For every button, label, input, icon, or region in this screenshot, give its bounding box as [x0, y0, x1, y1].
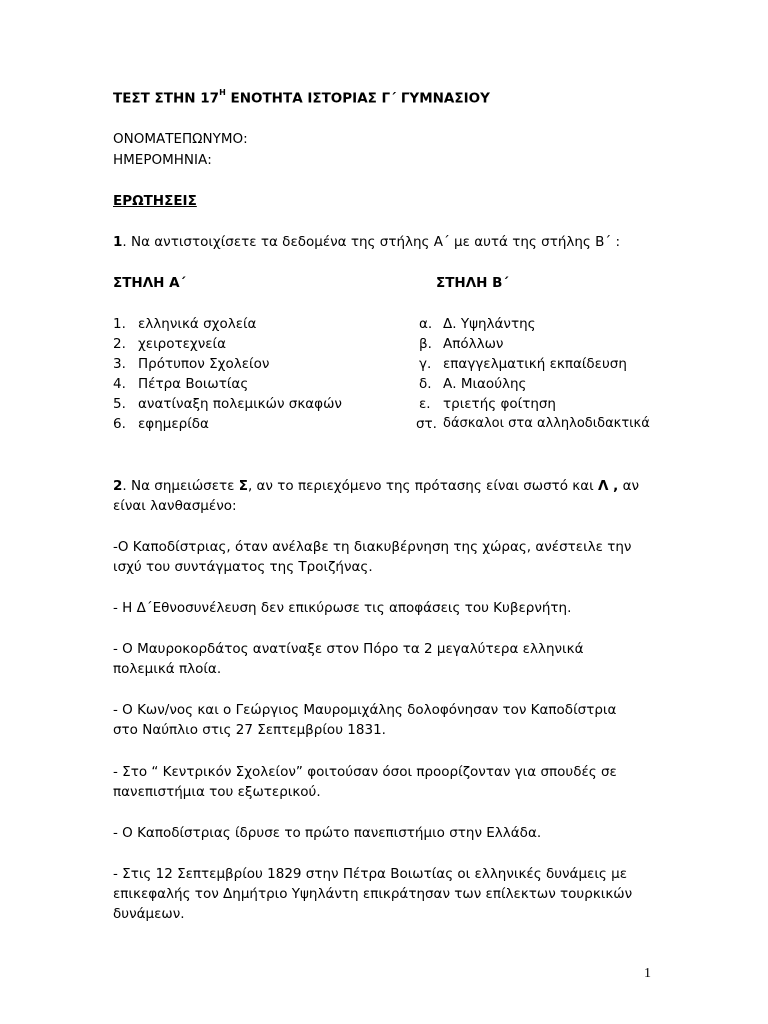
false-mark: Λ ,: [598, 478, 619, 494]
statement-line: στο Ναύπλιο στις 27 Σεπτεμβρίου 1831.: [113, 722, 386, 738]
item-number: 3.: [113, 356, 126, 372]
true-mark: Σ: [238, 478, 248, 494]
item-text: ανατίναξη πολεμικών σκαφών: [138, 396, 342, 412]
statement-line: - Στο “ Κεντρικόν Σχολείον” φοιτούσαν όσοι προορίζονταν για σπουδές σε: [113, 764, 617, 780]
q1-prompt: [113, 234, 620, 250]
item-text: εφημερίδα: [138, 416, 209, 432]
statement-line: επικεφαλής τον Δημήτριο Υψηλάντη επικράτησαν των επίλεκτων τουρκικών: [113, 886, 633, 902]
item-text: Πρότυπον Σχολείον: [138, 356, 270, 372]
item-letter: α.: [419, 316, 433, 332]
q2-prompt-part: . Να σημειώσετε: [122, 478, 239, 494]
title-main: ΤΕΣΤ ΣΤΗΝ 17: [113, 90, 220, 107]
name-field-label: ΟΝΟΜΑΤΕΠΩΝΥΜΟ:: [113, 131, 248, 147]
item-text: δάσκαλοι στα αλληλοδιδακτικά: [443, 416, 650, 431]
q2-prompt-part: αν: [618, 478, 640, 494]
statement-line: ισχύ του συντάγματος της Τροιζήνας.: [113, 559, 373, 575]
item-number: 6.: [113, 416, 126, 432]
statement-line: δυνάμεων.: [113, 906, 185, 922]
item-number: 5.: [113, 396, 126, 412]
q1-number: 1: [113, 234, 123, 250]
statement-line: πανεπιστήμια του εξωτερικού.: [113, 784, 321, 800]
item-text: επαγγελματική εκπαίδευση: [443, 356, 627, 372]
q2-prompt-line2: είναι λανθασμένο:: [113, 498, 237, 514]
statement-line: - Ο Μαυροκορδάτος ανατίναξε στον Πόρο τα 2 μεγαλύτερα ελληνικά: [113, 641, 584, 657]
item-letter: ε.: [419, 396, 431, 412]
column-b-header: ΣΤΗΛΗ Β΄: [436, 275, 509, 291]
item-number: 2.: [113, 336, 126, 352]
q2-number: 2: [113, 478, 123, 494]
statement-line: -Ο Καποδίστριας, όταν ανέλαβε τη διακυβέρνηση της χώρας, ανέστειλε την: [113, 539, 632, 555]
test-title: [113, 90, 490, 107]
statement-line: - Στις 12 Σεπτεμβρίου 1829 στην Πέτρα Βοιωτίας οι ελληνικές δυνάμεις με: [113, 866, 628, 882]
item-text: τριετής φοίτηση: [443, 396, 556, 412]
q2-prompt-part: , αν το περιεχόμενο της πρότασης είναι σωστό και: [247, 478, 599, 494]
title-rest: ΕΝΟΤΗΤΑ ΙΣΤΟΡΙΑΣ Γ΄ ΓΥΜΝΑΣΙΟΥ: [225, 90, 490, 107]
item-text: Πέτρα Βοιωτίας: [138, 376, 249, 392]
item-text: ελληνικά σχολεία: [138, 316, 257, 332]
statement-line: - Ο Κων/νος και ο Γεώργιος Μαυρομιχάλης δολοφόνησαν τον Καποδίστρια: [113, 702, 617, 718]
column-a-header: ΣΤΗΛΗ Α΄: [113, 275, 186, 291]
q1-prompt-text: . Να αντιστοιχίσετε τα δεδομένα της στήλης Α΄ με αυτά της στήλης Β΄ :: [122, 234, 621, 250]
item-letter: γ.: [419, 356, 432, 372]
item-number: 1.: [113, 316, 126, 332]
item-text: Δ. Υψηλάντης: [443, 316, 536, 332]
questions-heading: ΕΡΩΤΗΣΕΙΣ: [113, 193, 197, 209]
item-text: Α. Μιαούλης: [443, 376, 527, 392]
item-number: 4.: [113, 376, 126, 392]
statement-line: πολεμικά πλοία.: [113, 661, 222, 677]
title-superscript: Η: [219, 88, 226, 97]
item-letter: β.: [419, 336, 432, 352]
page-number: 1: [644, 966, 651, 981]
q2-prompt: [113, 478, 639, 494]
item-text: χειροτεχνεία: [138, 336, 227, 352]
statement-line: - Ο Καποδίστριας ίδρυσε το πρώτο πανεπιστήμιο στην Ελλάδα.: [113, 825, 542, 841]
date-field-label: ΗΜΕΡΟΜΗΝΙΑ:: [113, 152, 212, 168]
item-letter: στ.: [416, 416, 437, 432]
item-text: Απόλλων: [443, 336, 504, 352]
item-letter: δ.: [419, 376, 432, 392]
statement-line: - Η Δ΄Εθνοσυνέλευση δεν επικύρωσε τις αποφάσεις του Κυβερνήτη.: [113, 600, 572, 616]
